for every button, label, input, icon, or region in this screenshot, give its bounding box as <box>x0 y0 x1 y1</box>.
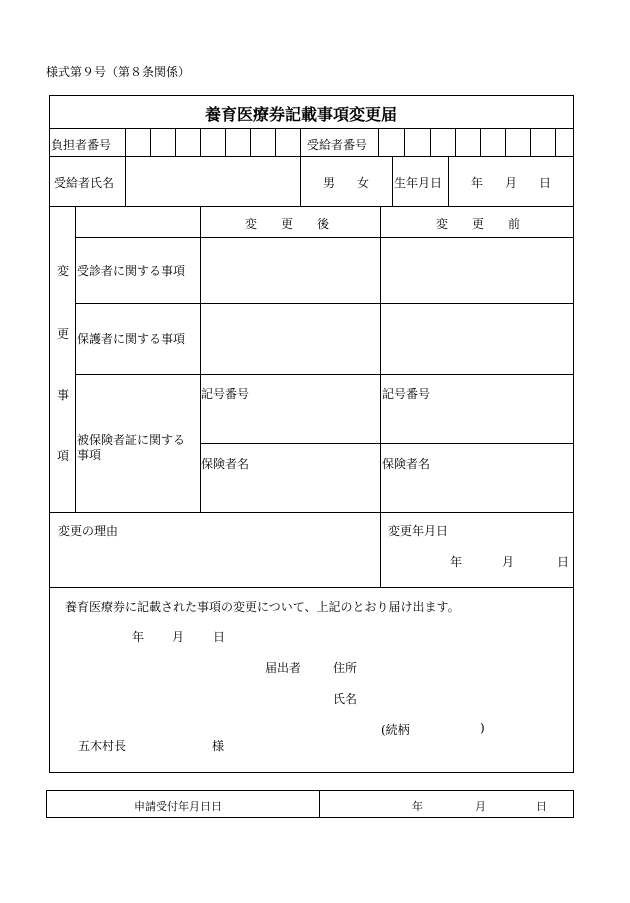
after-change-header: 変 更 後 <box>245 217 330 231</box>
recipient-number-label: 受給者番号 <box>307 138 368 152</box>
receipt-month: 月 <box>475 800 486 813</box>
address-label: 住所 <box>333 661 358 675</box>
insurer-name-after: 保険者名 <box>201 457 250 471</box>
change-items-char-3: 事 <box>57 388 70 402</box>
notifier-label: 届出者 <box>265 661 302 675</box>
symbol-number-before: 記号番号 <box>382 387 431 401</box>
before-change-header: 変 更 前 <box>436 217 521 231</box>
change-items-char-2: 更 <box>57 327 70 341</box>
guardian-matters-label: 保護者に関する事項 <box>77 332 186 346</box>
burden-number-label: 負担者番号 <box>51 138 112 152</box>
change-year-label: 年 <box>450 555 463 569</box>
recipient-name-label: 受給者氏名 <box>54 176 115 190</box>
change-items-char-1: 変 <box>57 264 70 278</box>
birth-day-label: 日 <box>539 176 552 190</box>
receipt-day: 日 <box>536 800 547 813</box>
insurance-matters-label-1: 被保険者証に関する <box>77 433 186 447</box>
insurer-name-before: 保険者名 <box>382 457 431 471</box>
declaration-year: 年 <box>132 630 145 644</box>
declaration-day: 日 <box>213 630 226 644</box>
change-month-label: 月 <box>502 555 515 569</box>
symbol-number-after: 記号番号 <box>201 387 250 401</box>
form-title: 養育医療券記載事項変更届 <box>205 105 398 124</box>
change-date-label: 変更年月日 <box>388 524 449 538</box>
birth-month-label: 月 <box>505 176 518 190</box>
patient-matters-label: 受診者に関する事項 <box>77 264 186 278</box>
birthdate-label: 生年月日 <box>394 176 443 190</box>
form-number: 様式第９号（第８条関係） <box>46 65 191 79</box>
receipt-year: 年 <box>412 800 423 813</box>
mayor-label: 五木村長 <box>78 739 127 753</box>
birth-year-label: 年 <box>471 176 484 190</box>
name-label: 氏名 <box>333 692 358 706</box>
female-label: 女 <box>357 176 370 190</box>
insurance-matters-label-2: 事項 <box>77 448 102 462</box>
receipt-box <box>46 790 574 818</box>
receipt-date-label: 申請受付年月日日 <box>134 800 222 813</box>
declaration-text: 養育医療券に記載された事項の変更について、上記のとおり届け出ます。 <box>65 600 460 614</box>
change-day-label: 日 <box>557 555 570 569</box>
declaration-month: 月 <box>172 630 185 644</box>
relationship-open: (続柄 <box>381 723 410 737</box>
honorific-label: 様 <box>212 739 225 753</box>
change-reason-label: 変更の理由 <box>58 524 119 538</box>
relationship-close: ) <box>480 721 485 735</box>
change-items-char-4: 項 <box>57 449 70 463</box>
male-label: 男 <box>323 176 336 190</box>
